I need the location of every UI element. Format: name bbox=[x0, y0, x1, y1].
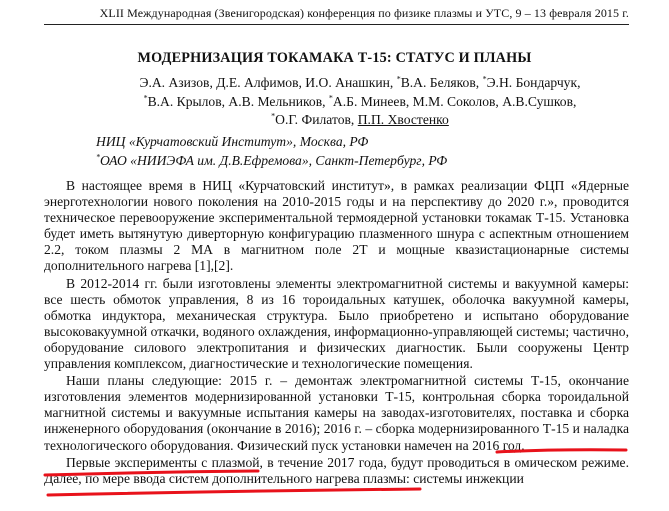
paragraph-3: Наши планы следующие: 2015 г. – демонтаж электромагнитной системы Т-15, окончание изготовления элементов модернизированной установки Т-15, контрольная сборка тороидальной магнитной системы и вакуумные испытания камеры на заводах-изготовителях, поставка и сборка инженерного оборудования (окончание в 2016); 2016 г. – сборка модернизированного Т-15 и наладка технологического оборудования. Физический пуск установки намечен на 2016 год. bbox=[44, 373, 629, 453]
author-line-3 bbox=[70, 111, 650, 130]
affiliations bbox=[96, 132, 616, 170]
red-underline-first-experiments bbox=[44, 485, 424, 499]
paragraph-1: В настоящее время в НИЦ «Курчатовский институт», в рамках реализации ФЦП «Ядерные энерготехнологии нового поколения на 2010-2015 годы и на перспективу до 2020 г.», проводится техническое перевооружение экспериментальной термоядерной установки токамак Т-15. Установка будет иметь вытянутую диверторную конфигурацию плазменного шнура с аспектным отношением 2.2, током плазмы 2 МА в магнитном поле 2Т и мощные квазистационарные системы дополнительного нагрева [1],[2]. bbox=[44, 178, 629, 274]
author-line-3-prefix: *О.Г. Филатов, bbox=[271, 111, 358, 127]
conference-header: XLII Международная (Звенигородская) конференция по физике плазмы и УТС, 9 – 13 февраля 2015 г. bbox=[99, 6, 629, 20]
abstract-body bbox=[44, 178, 629, 487]
paragraph-2: В 2012-2014 гг. были изготовлены элементы электромагнитной системы и вакуумной камеры: все шесть обмоток управления, 8 из 16 тороидальных катушек, оболочка вакуумной камеры, обмотка индуктора, механическая структура. Было приобретено и испытано оборудование высоковакуумной откачки, водяного охлаждения, информационно-управляющей системы; частично, оборудование силового электропитания и физических диагностик. Были сооружены Центр управления комплексом, диагностические и технологические помещения. bbox=[44, 275, 629, 372]
paragraph-4: Первые эксперименты с плазмой, в течение 2017 года, будут проводиться в омическом режиме. Далее, по мере ввода систем дополнительного нагрева плазмы: системы инжекции bbox=[44, 454, 629, 486]
author-line-1: Э.А. Азизов, Д.Е. Алфимов, И.О. Анашкин, *В.А. Беляков, *Э.Н. Бондарчук, bbox=[139, 74, 581, 90]
presenting-author: П.П. Хвостенко bbox=[357, 112, 449, 127]
author-line-2: *В.А. Крылов, А.В. Мельников, *А.Б. Минеев, М.М. Соколов, А.В.Сушков, bbox=[143, 92, 577, 109]
red-underline-stroke-3 bbox=[48, 489, 420, 495]
author-list bbox=[70, 74, 650, 130]
affiliation-kurchatov: НИЦ «Курчатовский Институт», Москва, РФ bbox=[96, 134, 369, 149]
header-divider bbox=[44, 24, 629, 25]
affiliation-niiefa: *ОАО «НИИЭФА им. Д.В.Ефремова», Санкт-Петербург, РФ bbox=[96, 152, 448, 168]
page-title: МОДЕРНИЗАЦИЯ ТОКАМАКА Т-15: СТАТУС И ПЛАНЫ bbox=[137, 50, 532, 66]
